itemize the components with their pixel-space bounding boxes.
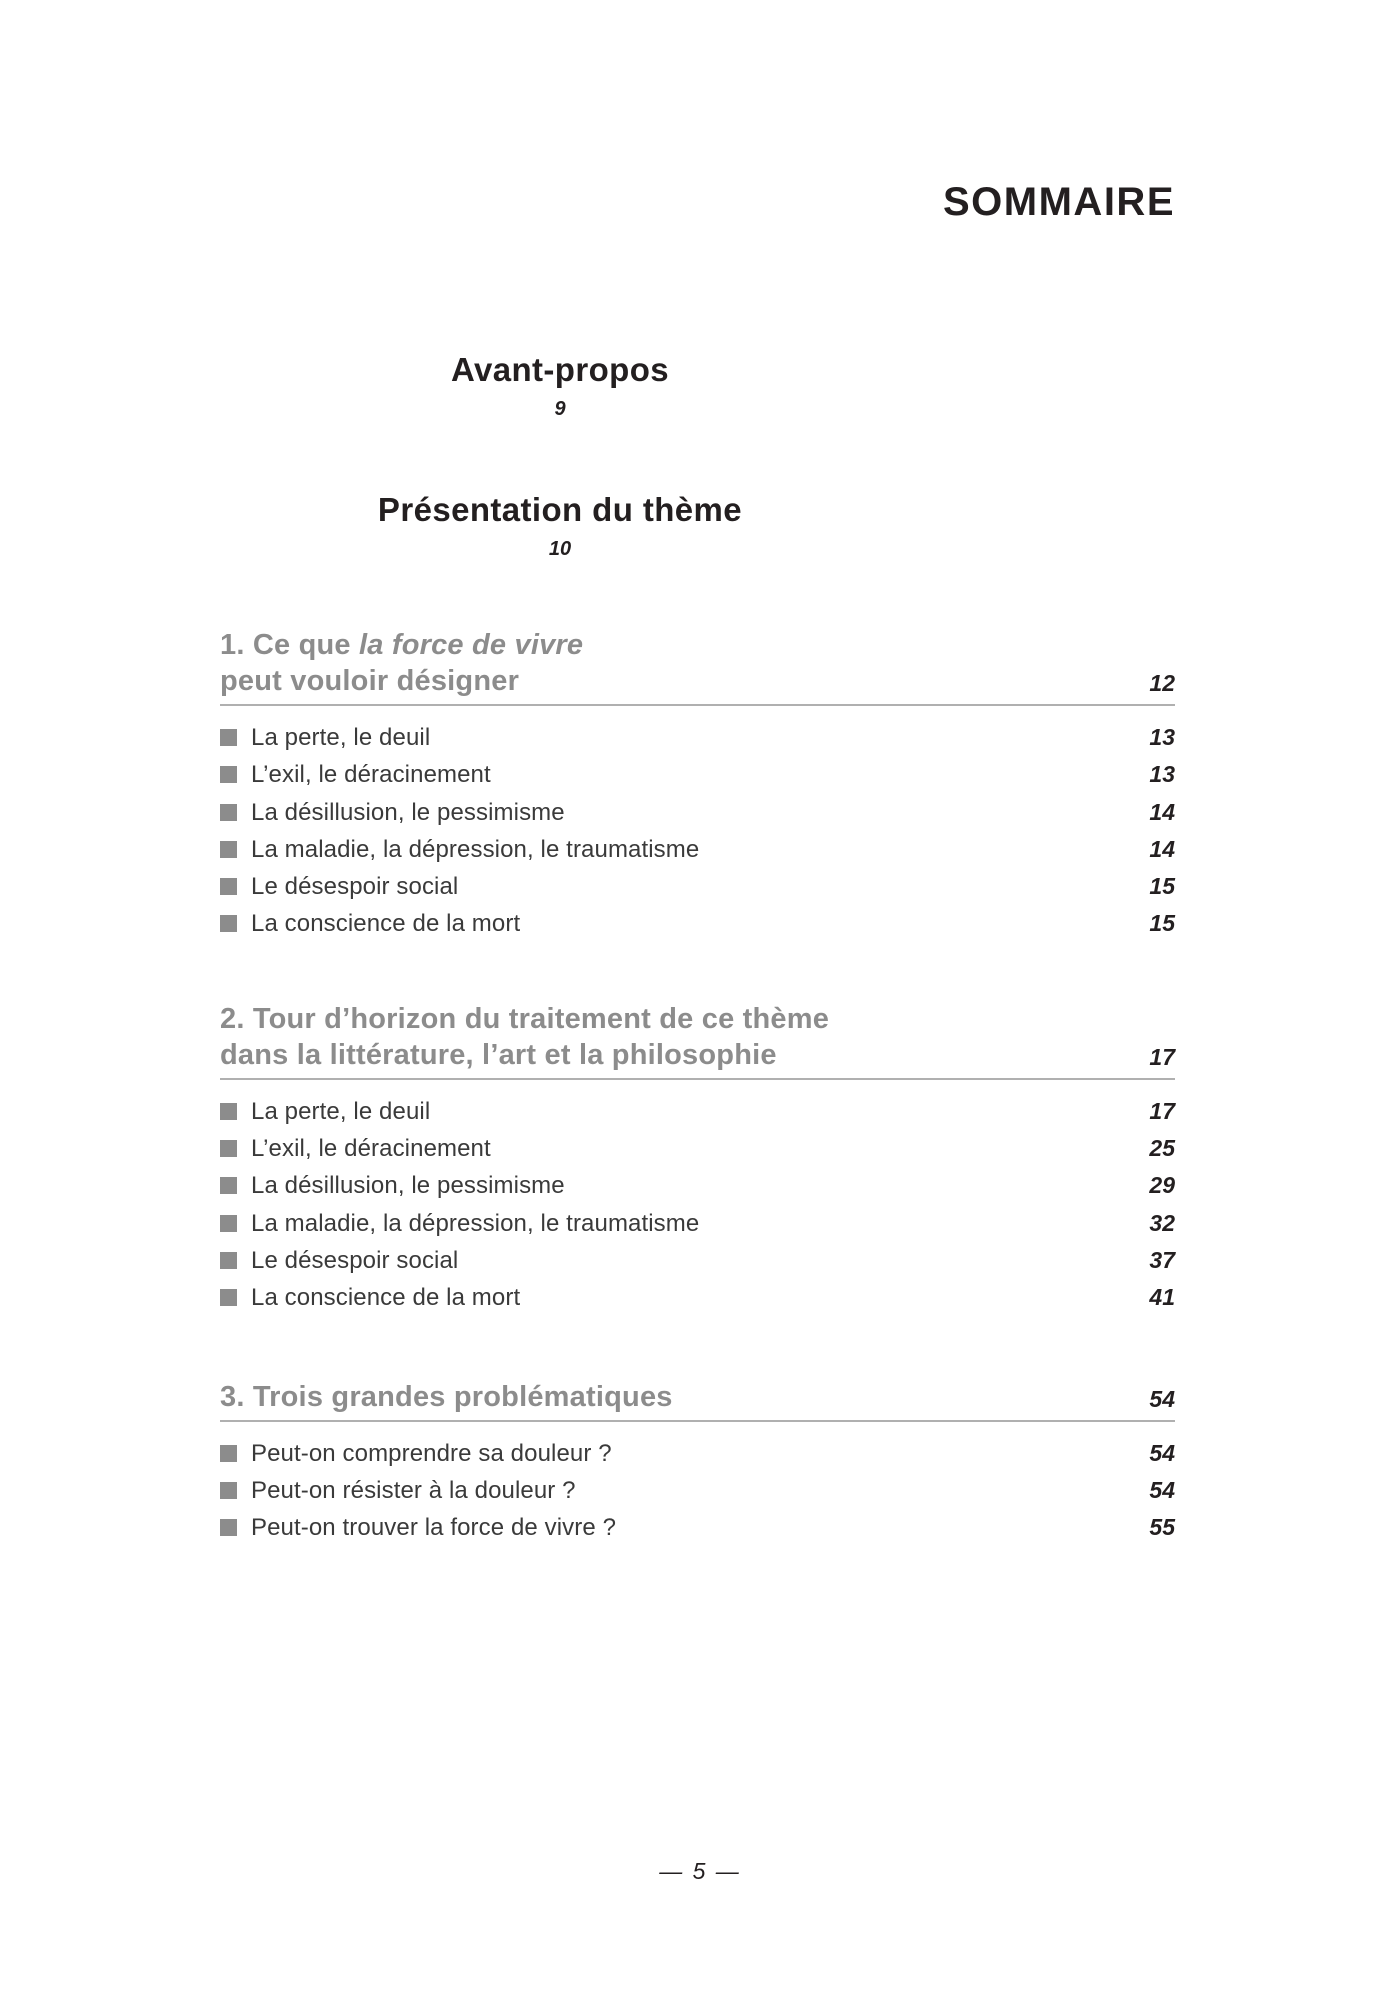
list-item-content: [220, 1247, 458, 1275]
section-title-italic: la force de vivre: [359, 629, 584, 661]
frontmatter-page-number: 9: [554, 397, 566, 420]
list-item-content: [220, 1098, 430, 1126]
list-item-content: [220, 1477, 576, 1505]
list-item[interactable]: [220, 1436, 1175, 1473]
list-item-content: [220, 910, 520, 938]
list-item-page-number: 37: [1149, 1246, 1175, 1273]
list-item[interactable]: [220, 720, 1175, 757]
square-bullet-icon: [220, 1289, 237, 1306]
list-item[interactable]: [220, 906, 1175, 943]
list-item[interactable]: [220, 795, 1175, 832]
square-bullet-icon: [220, 1103, 237, 1120]
section-title-line1: 3. Trois grandes problématiques: [220, 1380, 673, 1413]
table-of-contents: [220, 628, 1175, 1547]
list-item-content: [220, 1284, 520, 1312]
list-item-label: L’exil, le déracinement: [251, 1135, 491, 1162]
square-bullet-icon: [220, 1177, 237, 1194]
list-item-page-number: 32: [1149, 1209, 1175, 1236]
section-title-line2: dans la littérature, l’art et la philosophie: [220, 1038, 777, 1071]
list-item[interactable]: [220, 1510, 1175, 1547]
section-title-line1-pre: 1. Ce que: [220, 629, 359, 661]
list-item-page-number: 41: [1149, 1284, 1175, 1311]
list-item-label: La conscience de la mort: [251, 1284, 521, 1312]
frontmatter-title: Avant-propos: [450, 351, 670, 388]
section-title: [220, 1002, 829, 1074]
square-bullet-icon: [220, 1140, 237, 1157]
list-item[interactable]: [220, 869, 1175, 906]
section-heading: [220, 628, 1175, 706]
section-item-list: [220, 706, 1175, 944]
list-item[interactable]: [220, 1280, 1175, 1317]
list-item[interactable]: [220, 1206, 1175, 1243]
square-bullet-icon: [220, 1215, 237, 1232]
list-item-label: La perte, le deuil: [251, 1097, 431, 1125]
list-item-page-number: 54: [1149, 1476, 1175, 1503]
section-heading: [220, 1002, 1175, 1080]
list-item-page-number: 54: [1149, 1439, 1175, 1466]
section-title: [220, 628, 583, 700]
section-title-line1: 2. Tour d’horizon du traitement de ce thème: [220, 1002, 830, 1035]
list-item-label: La perte, le deuil: [251, 723, 431, 751]
list-item-page-number: 55: [1149, 1514, 1175, 1541]
list-item-content: [220, 1135, 491, 1163]
list-item[interactable]: [220, 757, 1175, 794]
toc-section-3: [220, 1380, 1175, 1548]
square-bullet-icon: [220, 1252, 237, 1269]
square-bullet-icon: [220, 878, 237, 895]
section-page-number: 54: [1149, 1385, 1175, 1412]
list-item-label: L’exil, le déracinement: [251, 761, 491, 789]
frontmatter-presentation-du-theme: [220, 492, 900, 561]
list-item-content: [220, 1172, 565, 1200]
list-item-content: [220, 761, 491, 789]
list-item-content: [220, 799, 565, 827]
section-page-number: 12: [1149, 669, 1175, 696]
list-item-page-number: 15: [1149, 910, 1175, 937]
square-bullet-icon: [220, 1519, 237, 1536]
toc-section-2: [220, 1002, 1175, 1318]
list-item-content: [220, 1440, 612, 1468]
section-item-list: [220, 1422, 1175, 1548]
list-item-label: Le désespoir social: [251, 873, 459, 901]
list-item-page-number: 13: [1149, 761, 1175, 788]
list-item-content: [220, 873, 458, 901]
frontmatter-avant-propos: [220, 352, 900, 421]
list-item-label: Le désespoir social: [251, 1246, 459, 1274]
list-item-page-number: 29: [1149, 1172, 1175, 1199]
list-item-label: La désillusion, le pessimisme: [251, 1172, 565, 1200]
list-item[interactable]: [220, 832, 1175, 869]
list-item[interactable]: [220, 1168, 1175, 1205]
list-item-label: La maladie, la dépression, le traumatisme: [251, 1209, 700, 1237]
page-title: SOMMAIRE: [943, 180, 1175, 224]
square-bullet-icon: [220, 804, 237, 821]
list-item-page-number: 25: [1149, 1135, 1175, 1161]
list-item[interactable]: [220, 1131, 1175, 1168]
list-item-page-number: 17: [1149, 1097, 1175, 1124]
page-folio: — 5 —: [659, 1858, 741, 1884]
square-bullet-icon: [220, 841, 237, 858]
frontmatter-page-number: 10: [548, 537, 572, 560]
list-item-label: Peut-on résister à la douleur ?: [251, 1476, 576, 1504]
square-bullet-icon: [220, 1482, 237, 1499]
section-page-number: 17: [1149, 1043, 1175, 1070]
list-item-page-number: 14: [1149, 835, 1175, 862]
list-item-page-number: 14: [1149, 798, 1175, 825]
list-item-label: Peut-on comprendre sa douleur ?: [251, 1439, 612, 1467]
list-item-label: La désillusion, le pessimisme: [251, 798, 565, 826]
list-item-content: [220, 836, 699, 864]
section-heading: [220, 1380, 1175, 1422]
square-bullet-icon: [220, 915, 237, 932]
list-item[interactable]: [220, 1243, 1175, 1280]
section-title-line2: peut vouloir désigner: [220, 664, 520, 697]
toc-section-1: [220, 628, 1175, 944]
section-item-list: [220, 1080, 1175, 1318]
list-item-page-number: 15: [1149, 873, 1175, 900]
list-item-content: [220, 724, 430, 752]
square-bullet-icon: [220, 1445, 237, 1462]
square-bullet-icon: [220, 766, 237, 783]
list-item-page-number: 13: [1149, 723, 1175, 750]
list-item-content: [220, 1210, 699, 1238]
square-bullet-icon: [220, 729, 237, 746]
list-item[interactable]: [220, 1094, 1175, 1131]
frontmatter-title: Présentation du thème: [377, 491, 743, 528]
list-item-label: La conscience de la mort: [251, 910, 521, 938]
list-item[interactable]: [220, 1473, 1175, 1510]
list-item-content: [220, 1514, 616, 1542]
list-item-label: La maladie, la dépression, le traumatisme: [251, 835, 700, 863]
list-item-label: Peut-on trouver la force de vivre ?: [251, 1514, 617, 1542]
section-title: [220, 1380, 673, 1416]
